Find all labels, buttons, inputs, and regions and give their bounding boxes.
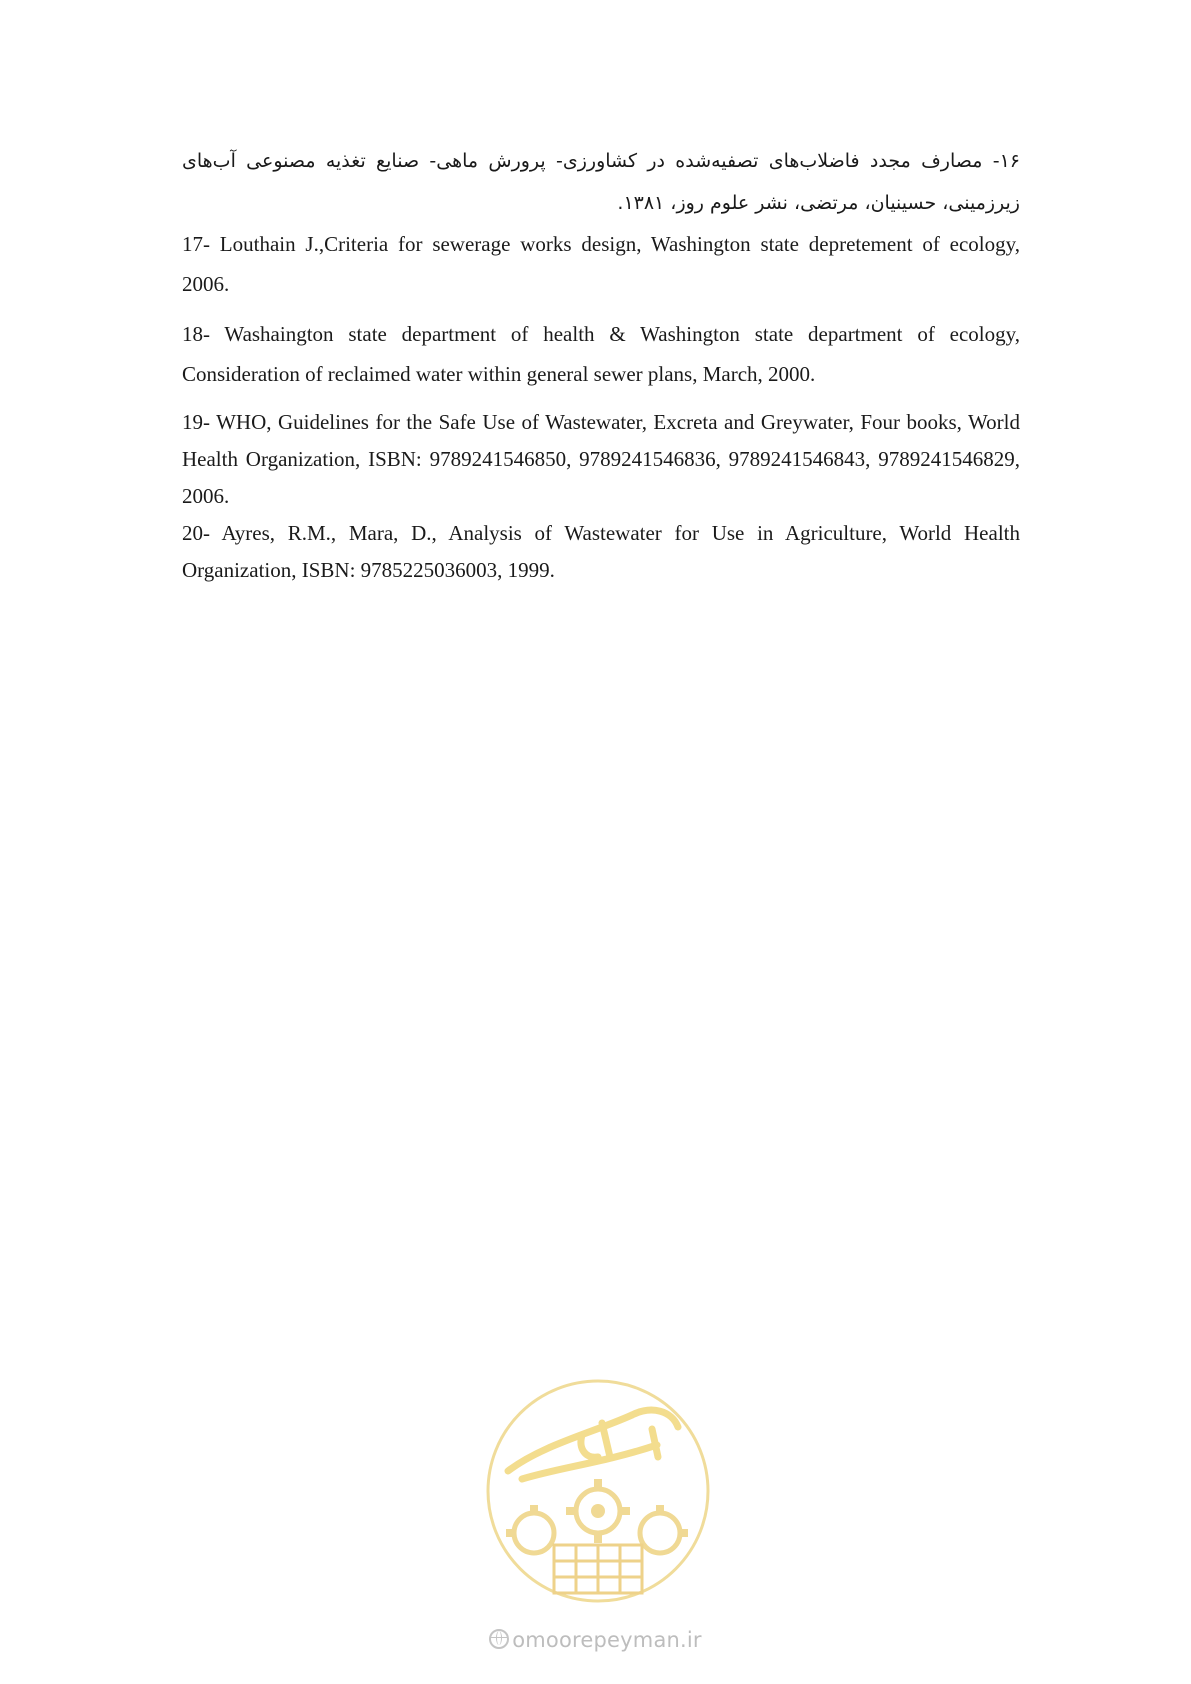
reference-item: 18- Washaington state department of health & Washington state department of ecology, Consideration of reclaimed water within general sewer plans, March, 2000. — [182, 322, 1020, 386]
watermark-site — [0, 1628, 1191, 1652]
globe-icon — [489, 1629, 509, 1649]
reference-item: 19- WHO, Guidelines for the Safe Use of Wastewater, Excreta and Greywater, Four books, World Health Organization, ISBN: 9789241546850, 9789241546836, 9789241546843, 9789241546829, 2006. — [182, 410, 1020, 508]
watermark-site-text: omoorepeyman.ir — [512, 1628, 702, 1652]
reference-item: ۱۶- مصارف مجدد فاضلاب‌های تصفیه‌شده در کشاورزی- پرورش ماهی- صنایع تغذیه مصنوعی آب‌های زیرزمینی، حسینیان، مرتضی، نشر علوم روز، ۱۳۸۱. — [182, 150, 1020, 214]
watermark-logo-icon — [482, 1375, 714, 1607]
reference-list — [182, 140, 1020, 589]
reference-item: 17- Louthain J.,Criteria for sewerage works design, Washington state depretement of ecology, 2006. — [182, 232, 1020, 296]
reference-item: 20- Ayres, R.M., Mara, D., Analysis of Wastewater for Use in Agriculture, World Health Organization, ISBN: 9785225036003, 1999. — [182, 521, 1020, 582]
